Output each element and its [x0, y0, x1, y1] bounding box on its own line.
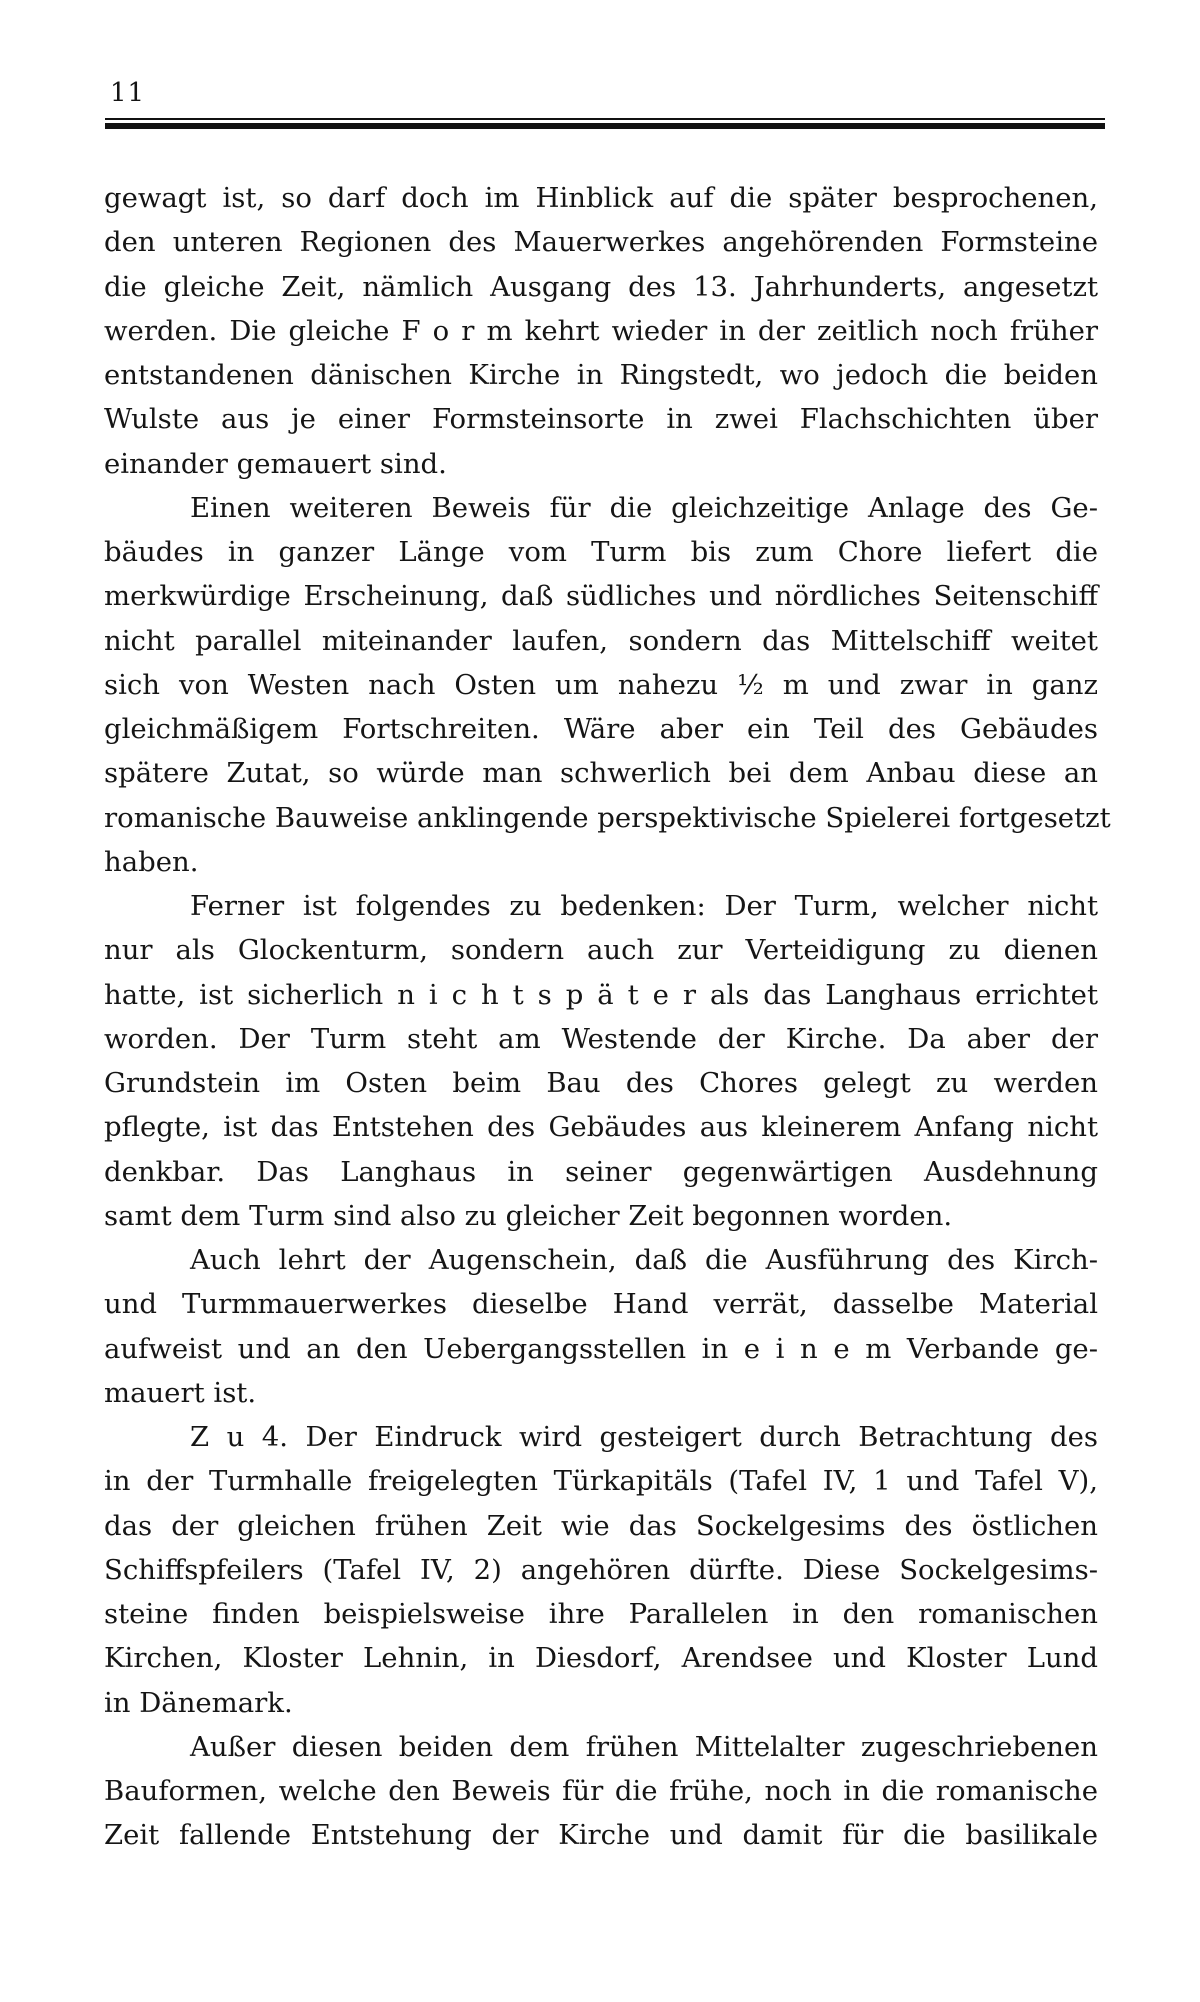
paragraph-2 — [104, 486, 1111, 884]
paragraph-3 — [104, 884, 1098, 1238]
text-line: Auch lehrt der Augenschein, daß die Ausführung des Kirch- — [190, 1244, 1098, 1276]
text-line: pflegte, ist das Entstehen des Gebäudes aus kleinerem Anfang nicht — [104, 1111, 1098, 1144]
text-line: mauert ist. — [104, 1376, 257, 1409]
text-line: Z u 4. Der Eindruck wird gesteigert durch Betrachtung des — [190, 1421, 1098, 1453]
text-line: spätere Zutat, so würde man schwerlich bei dem Anbau diese an — [104, 757, 1098, 790]
text-line: Zeit fallende Entstehung der Kirche und damit für die basilikale — [104, 1819, 1098, 1852]
text-line: gewagt ist, so darf doch im Hinblick auf die später besprochenen, — [104, 182, 1098, 214]
text-line: in der Turmhalle freigelegten Türkapitäls (Tafel IV, 1 und Tafel V), — [104, 1465, 1098, 1498]
text-line: Einen weiteren Beweis für die gleichzeitige Anlage des Ge- — [190, 491, 1098, 524]
text-line: werden. Die gleiche F o r m kehrt wieder in der zeitlich noch früher — [104, 314, 1098, 347]
paragraph-1 — [104, 176, 1098, 486]
text-line: aufweist und an den Uebergangsstellen in e i n e m Verbande ge- — [104, 1332, 1098, 1365]
text-line: Außer diesen beiden dem frühen Mittelalter zugeschriebenen — [190, 1730, 1098, 1763]
text-line: Grundstein im Osten beim Bau des Chores gelegt zu werden — [104, 1067, 1098, 1099]
text-line: gleichmäßigem Fortschreiten. Wäre aber ein Teil des Gebäudes — [104, 713, 1098, 745]
text-line: Kirchen, Kloster Lehnin, in Diesdorf, Arendsee und Kloster Lund — [104, 1642, 1098, 1675]
text-line: und Turmmauerwerkes dieselbe Hand verrät, dasselbe Material — [104, 1288, 1098, 1321]
text-line: in Dänemark. — [104, 1686, 293, 1719]
text-line: sich von Westen nach Osten um nahezu ½ m und zwar in ganz — [104, 668, 1098, 701]
text-line: merkwürdige Erscheinung, daß südliches und nördliches Seitenschiff — [104, 580, 1098, 613]
header-rule-thin — [105, 118, 1105, 120]
text-line: steine finden beispielsweise ihre Parallelen in den romanischen — [104, 1598, 1098, 1630]
text-line: das der gleichen frühen Zeit wie das Sockelgesims des östlichen — [104, 1509, 1098, 1542]
text-line: nur als Glockenturm, sondern auch zur Verteidigung zu dienen — [104, 934, 1098, 967]
text-line: entstandenen dänischen Kirche in Ringstedt, wo jedoch die beiden — [104, 359, 1098, 391]
text-line: haben. — [104, 845, 199, 878]
paragraph-5 — [104, 1415, 1098, 1725]
paragraph-4 — [104, 1238, 1098, 1415]
text-line: die gleiche Zeit, nämlich Ausgang des 13. Jahrhunderts, angesetzt — [104, 270, 1098, 303]
text-line: samt dem Turm sind also zu gleicher Zeit begonnen worden. — [104, 1199, 953, 1232]
text-line: Ferner ist folgendes zu bedenken: Der Turm, welcher nicht — [190, 890, 1098, 922]
text-line: den unteren Regionen des Mauerwerkes angehörenden Formsteine — [104, 226, 1098, 259]
body-text — [104, 176, 1111, 1858]
text-line: einander gemauert sind. — [104, 447, 447, 480]
header-rule-thick — [105, 123, 1105, 129]
text-line: denkbar. Das Langhaus in seiner gegenwärtigen Ausdehnung — [104, 1155, 1098, 1188]
text-line: Wulste aus je einer Formsteinsorte in zwei Flachschichten über — [104, 403, 1098, 436]
text-line: worden. Der Turm steht am Westende der Kirche. Da aber der — [104, 1022, 1098, 1055]
text-line: bäudes in ganzer Länge vom Turm bis zum Chore liefert die — [104, 536, 1098, 568]
text-line: Bauformen, welche den Beweis für die frühe, noch in die romanische — [104, 1775, 1098, 1807]
text-line: hatte, ist sicherlich n i c h t s p ä t e r als das Langhaus errichtet — [104, 978, 1098, 1011]
text-line: romanische Bauweise anklingende perspektivische Spielerei fortgesetzt — [104, 801, 1111, 834]
page-number: 11 — [110, 78, 146, 108]
text-line: Schiffspfeilers (Tafel IV, 2) angehören dürfte. Diese Sockelgesims- — [104, 1553, 1098, 1586]
text-line: nicht parallel miteinander laufen, sondern das Mittelschiff weitet — [104, 624, 1098, 657]
paragraph-6 — [104, 1725, 1098, 1858]
